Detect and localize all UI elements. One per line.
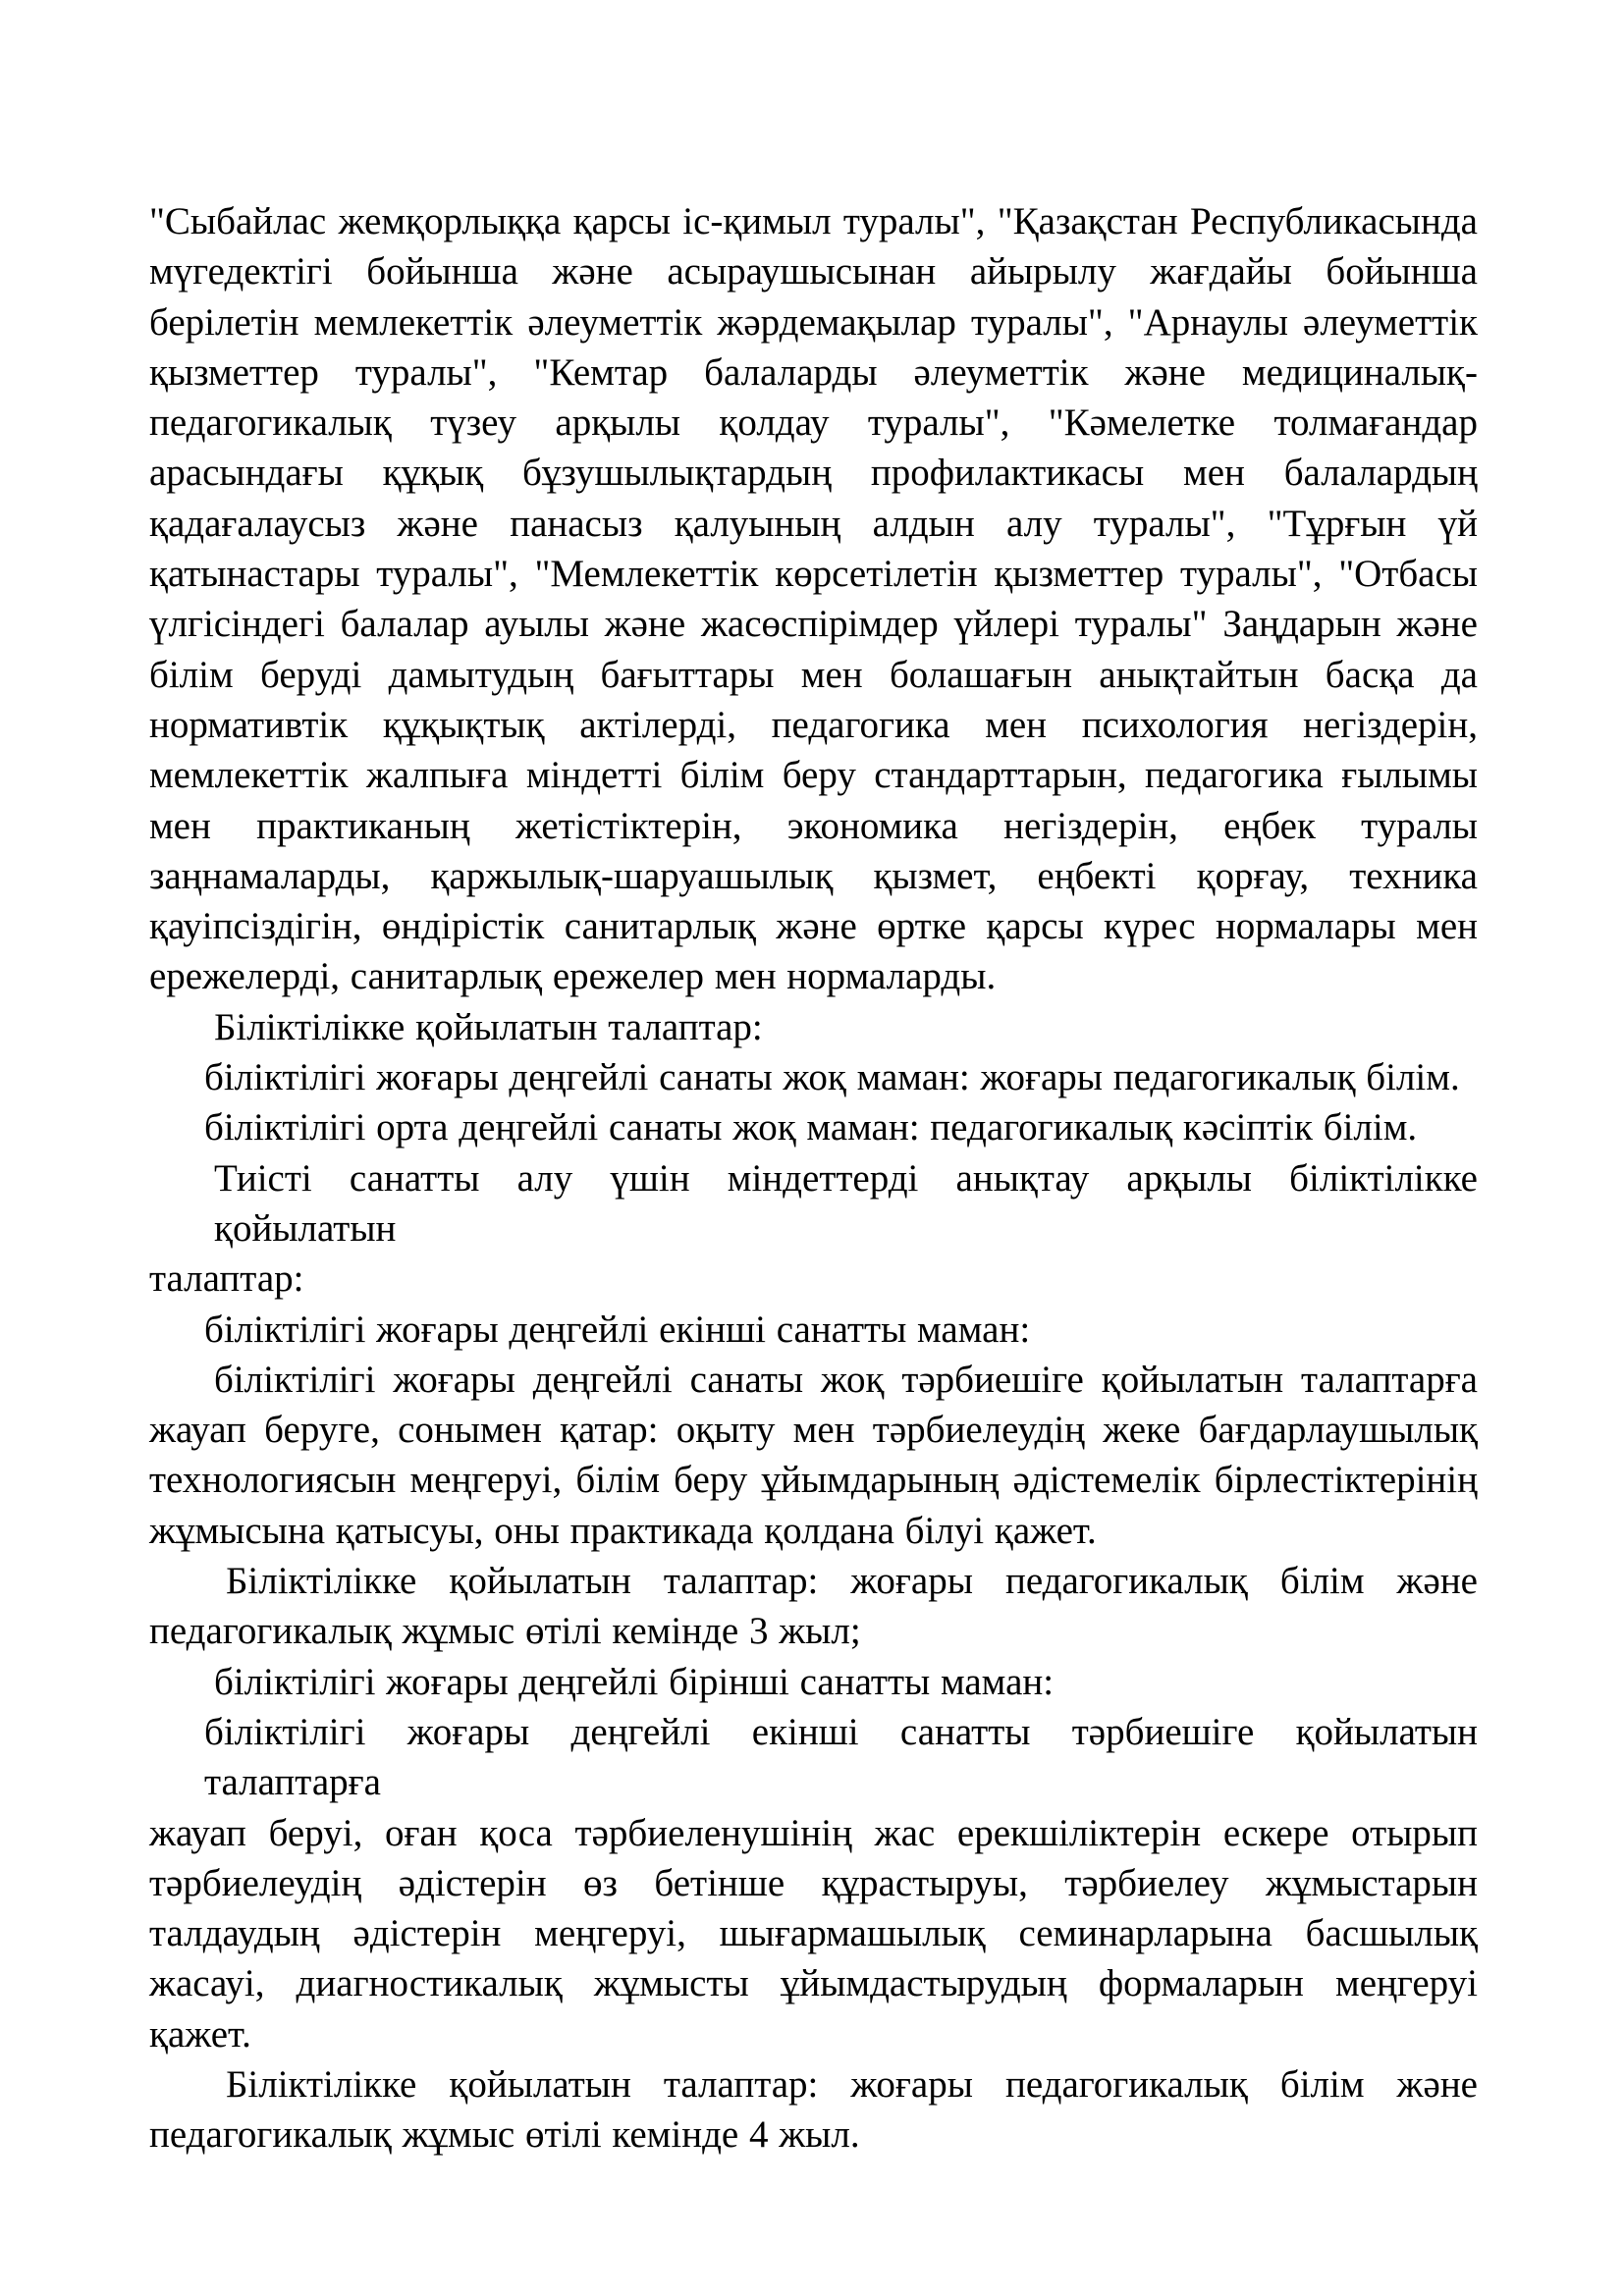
text-line: біліктілігі орта деңгейлі санаты жоқ маман: педагогикалық кәсіптік білім. [204, 1106, 1418, 1149]
text-line: үлгісіндегі балалар ауылы және жасөспірімдер үйлері туралы" Заңдарын және [149, 603, 1478, 646]
text-line: біліктілігі жоғары деңгейлі бірінші санатты маман: [214, 1660, 1055, 1703]
text-line: мемлекеттік жалпыға міндетті білім беру стандарттарын, педагогика ғылымы [149, 754, 1478, 797]
paragraph [149, 1355, 1478, 1556]
text-line: талаптар: [149, 1257, 304, 1301]
text-line: педагогикалық түзеу арқылы қолдау туралы", "Кәмелетке толмағандар [149, 401, 1478, 445]
text-line: тәрбиелеудің әдістерін өз бетінше құрастыруы, тәрбиелеу жұмыстарын [149, 1861, 1478, 1904]
text-line: мен практиканың жетістіктерін, экономика негіздерін, еңбек туралы [149, 804, 1478, 847]
text-line: мүгедектігі бойынша және асыраушысынан айырылу жағдайы бойынша [149, 250, 1478, 294]
text-line: нормативтік құқықтық актілерді, педагогика мен психология негіздерін, [149, 703, 1478, 746]
document-body [149, 196, 1478, 2161]
paragraph [149, 1305, 1478, 1355]
paragraph [149, 1002, 1478, 1052]
paragraph [149, 1657, 1478, 1707]
text-line: талдаудың әдістерін меңгеруі, шығармашылық семинарларына басшылық [149, 1912, 1478, 1955]
text-line: қатынастары туралы", "Мемлекеттік көрсетілетін қызметтер туралы", "Отбасы [149, 553, 1478, 596]
paragraph [149, 1707, 1478, 2059]
text-line: технологиясын меңгеруі, білім беру ұйымдарының әдістемелік бірлестіктерінің [149, 1459, 1478, 1502]
text-line: Біліктілікке қойылатын талаптар: жоғары педагогикалық білім және [226, 1560, 1478, 1603]
paragraph [149, 1153, 1478, 1305]
text-line: Біліктілікке қойылатын талаптар: [214, 1005, 763, 1048]
text-line: ережелерді, санитарлық ережелер мен нормаларды. [149, 955, 997, 998]
text-line: берілетін мемлекеттік әлеуметтік жәрдемақылар туралы", "Арнаулы әлеуметтік [149, 300, 1478, 344]
text-line: жасауі, диагностикалық жұмысты ұйымдастырудың формаларын меңгеруі [149, 1962, 1478, 2005]
text-line: заңнамаларды, қаржылық-шаруашылық қызмет, еңбекті қорғау, техника [149, 854, 1478, 897]
text-line: жауап беруі, оған қоса тәрбиеленушінің жас ерекшіліктерін ескере отырып [149, 1811, 1478, 1854]
paragraph [149, 2059, 1478, 2161]
paragraph [149, 196, 1478, 1002]
text-line: Тиісті санатты алу үшін міндеттерді анықтау арқылы біліктілікке қойылатын [214, 1156, 1478, 1250]
text-line: қызметтер туралы", "Кемтар балаларды әлеуметтік және медициналық- [149, 350, 1478, 394]
text-line: жұмысына қатысуы, оны практикада қолдана білуі қажет. [149, 1509, 1097, 1552]
paragraph [149, 1102, 1478, 1152]
text-line: қадағалаусыз және панасыз қалуының алдын алу туралы", "Тұрғын үй [149, 502, 1478, 545]
text-line: педагогикалық жұмыс өтілі кемінде 4 жыл. [149, 2113, 860, 2157]
paragraph [149, 1556, 1478, 1657]
text-line: Біліктілікке қойылатын талаптар: жоғары педагогикалық білім және [226, 2062, 1478, 2106]
paragraph [149, 1052, 1478, 1102]
text-line: педагогикалық жұмыс өтілі кемінде 3 жыл; [149, 1610, 861, 1653]
text-line: "Сыбайлас жемқорлыққа қарсы іс-қимыл туралы", "Қазақстан Республикасында [149, 200, 1478, 242]
text-line: біліктілігі жоғары деңгейлі екінші санатты тәрбиешіге қойылатын талаптарға [204, 1710, 1478, 1804]
text-line: білім беруді дамытудың бағыттары мен болашағын анықтайтын басқа да [149, 653, 1478, 696]
text-line: қауіпсіздігін, өндірістік санитарлық және өртке қарсы күрес нормалары мен [149, 905, 1478, 948]
text-line: біліктілігі жоғары деңгейлі санаты жоқ тәрбиешіге қойылатын талаптарға [214, 1358, 1478, 1401]
text-line: жауап беруге, сонымен қатар: оқыту мен тәрбиелеудің жеке бағдарлаушылық [149, 1409, 1478, 1452]
text-line: арасындағы құқық бұзушылықтардың профилактикасы мен балалардың [149, 452, 1478, 495]
text-line: біліктілігі жоғары деңгейлі санаты жоқ маман: жоғары педагогикалық білім. [204, 1056, 1460, 1099]
text-line: қажет. [149, 2012, 251, 2056]
text-line: біліктілігі жоғары деңгейлі екінші санатты маман: [204, 1308, 1031, 1351]
